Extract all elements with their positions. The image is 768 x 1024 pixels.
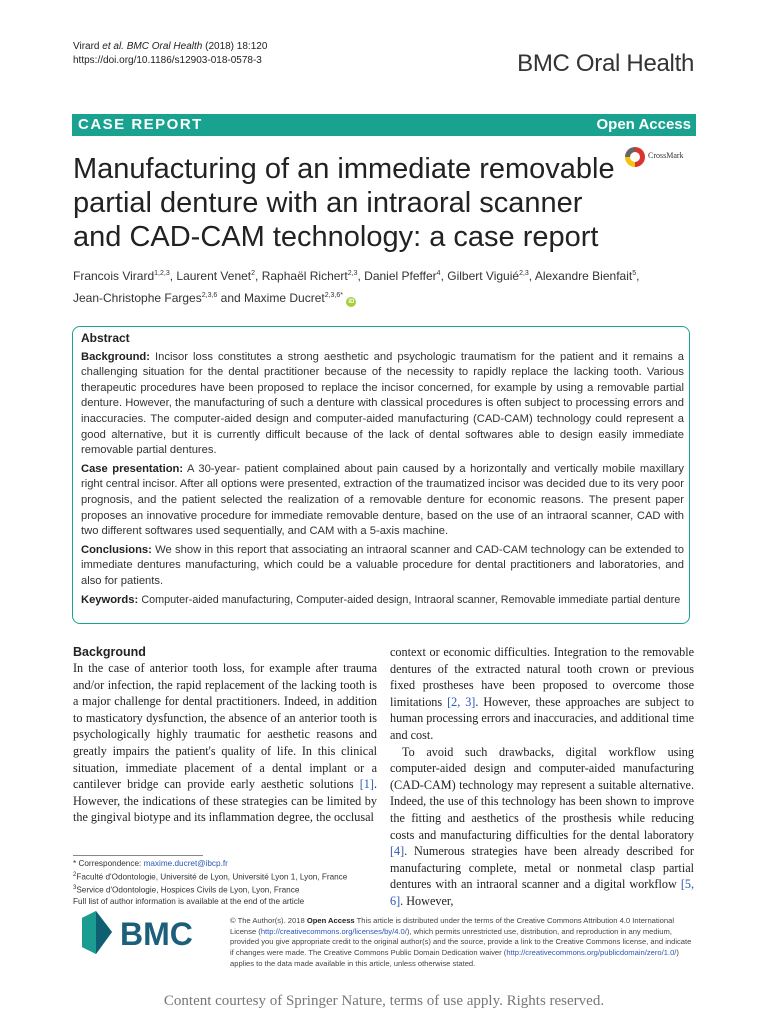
affiliation: $^2$Faculté d'Odontologie, Université de Lyon, Université Lyon 1, Lyon, France xyxy=(73,871,348,882)
doi-link[interactable]: https://doi.org/10.1186/s12903-018-0578-3 xyxy=(73,55,262,66)
citation-ref[interactable]: [4] xyxy=(390,844,405,859)
footnote-divider xyxy=(73,855,203,856)
bmc-logo-text: BMC xyxy=(120,916,193,952)
author[interactable]: Alexandre Bienfait$^5$ xyxy=(534,269,637,283)
license-statement: © The Author(s). 2018 Open Access This article is distributed under the terms of the Creative Commons Attribution 4.0 International License (http://creativecommons.org/licenses/by/4.0/), which permits unrestricted use, distribution, and reproduction in any medium, provided you give appropriate credit to the original author(s) and the source, provide a link to the Creative Commons license, and indicate if changes were made. The Creative Commons Public Domain Dedication waiver (http://creativecommons.org/publicdomain/zero/1.0/) applies to the data made available in this article, unless otherwise stated. xyxy=(230,916,692,968)
author[interactable]: Raphaël Richert$^{2,3}$ xyxy=(261,269,358,283)
crossmark-label: CrossMark xyxy=(648,151,684,160)
author[interactable]: Daniel Pfeffer$^4$ xyxy=(364,269,441,283)
abstract-box xyxy=(72,326,690,624)
journal-name: BMC Oral Health xyxy=(517,50,694,77)
courtesy-footer: Content courtesy of Springer Nature, terms of use apply. Rights reserved. xyxy=(163,993,605,1009)
citation-ref[interactable]: [1] xyxy=(359,777,374,792)
body-paragraph: To avoid such drawbacks, digital workflow using computer-aided design and computer-aided manufacturing (CAD-CAM) technology may represent a suitable alternative. Indeed, the use of this technology has been shown to improve the fitting and aesthetics of the prosthesis while reducing costs and manufacturing difficulties for the dental laboratory [4]. Numerous strategies have been already described for manufacturing complete, metal or nonmetal clasp partial dentures with an intraoral scanner and a digital workflow [5, 6]. However, xyxy=(390,744,695,908)
affiliation: $^3$Service d'Odontologie, Hospices Civils de Lyon, Lyon, France xyxy=(73,884,300,895)
bmc-logo xyxy=(82,910,222,960)
full-list-note: Full list of author information is available at the end of the article xyxy=(73,896,305,906)
article-type-label: CASE REPORT xyxy=(78,116,203,133)
author-list: Francois Virard$^{1,2,3}$, Laurent Venet$^2$, Raphaël Richert$^{2,3}$, Daniel Pfeffer$^4$, Gilbert Viguié$^{2,3}$, Alexandre Bienfait$^5$, Jean-Christophe Farges$^{2,3,6}$ and Maxime Ducret$^{2,3,6*}$ iD xyxy=(73,269,640,305)
email-link[interactable]: maxime.ducret@ibcp.fr xyxy=(143,859,228,868)
author[interactable]: Laurent Venet$^2$ xyxy=(176,269,256,283)
author[interactable]: Maxime Ducret$^{2,3,6*}$ xyxy=(244,291,343,305)
abstract-keywords: Keywords: Computer-aided manufacturing, Computer-aided design, Intraoral scanner, Removable immediate partial denture xyxy=(81,593,681,606)
citation-line xyxy=(73,40,267,54)
citation-ref[interactable]: [5, 6] xyxy=(390,877,695,908)
citation-authors: Virard xyxy=(73,41,100,52)
author[interactable]: Francois Virard$^{1,2,3}$ xyxy=(73,269,170,283)
article-type-banner xyxy=(72,114,696,136)
abstract-heading: Abstract xyxy=(81,331,130,345)
crossmark-badge[interactable] xyxy=(625,146,697,170)
abstract-case: Case presentation: A 30-year- patient complained about pain caused by a horizontally and vertically mobile maxillary right central incisor. After all options were presented, extraction of the traumatized incisor was decided due to its very poor prognosis, and the patient selected the realization of a removable denture for economic reasons. The present paper proposes an innovative procedure for immediate removable denture, based on the use of an intraoral scanner, CAD with two different softwares used sequentially, and CAM with a 5-axis machine. xyxy=(81,462,684,538)
open-access-label: Open Access xyxy=(596,116,691,133)
orcid-icon[interactable]: iD xyxy=(348,299,355,305)
citation-block xyxy=(73,40,267,68)
author[interactable]: Gilbert Viguié$^{2,3}$ xyxy=(447,269,529,283)
section-heading: Background xyxy=(73,645,146,659)
bmc-logo-mark xyxy=(82,910,222,960)
body-paragraph: context or economic difficulties. Integration to the removable dentures of the extracted natural tooth crown or previous fixed prostheses have been proposed to overcome those limitations [2, 3]. However, these approaches are subject to human processing errors and inaccuracies, and additional time and cost. xyxy=(390,645,694,742)
citation-ref[interactable]: [2, 3] xyxy=(447,694,476,709)
citation-volume: (2018) 18:120 xyxy=(205,41,268,52)
author[interactable]: Jean-Christophe Farges$^{2,3,6}$ xyxy=(73,291,218,305)
body-column-left xyxy=(73,644,377,826)
citation-journal: et al. BMC Oral Health xyxy=(102,41,203,52)
correspondence: * Correspondence: maxime.ducret@ibcp.fr xyxy=(73,859,228,868)
abstract-background: Background: Incisor loss constitutes a strong aesthetic and psychologic traumatism for the patient and it remains a challenging situation for the dental practitioner because of the necessity to rapidly replace the lacking tooth. Various therapeutic procedures have been proposed to replace the incisor concerned, for example by using a removable partial denture. However, the manufacturing of such a denture with classical procedures is often subject to processing errors and inaccuracies. The computer-aided design and computer-aided manufacturing (CAD-CAM) technology could represent a good alternative, but it is currently difficult because of the lack of dental softwares able to design easily immediate removable partial dentures. xyxy=(81,350,684,457)
cc0-link[interactable]: http://creativecommons.org/publicdomain/zero/1.0/ xyxy=(506,948,677,958)
abstract-conclusions: Conclusions: We show in this report that associating an intraoral scanner and CAD-CAM technology can be extended to immediate dentures manufacturing, which could be a valuable procedure for dental practitioners and laboratories, and also for patients. xyxy=(81,543,684,587)
body-paragraph: In the case of anterior tooth loss, for example after trauma and/or infection, the rapid replacement of the lacking tooth is a major challenge for dental practitioners. Indeed, in addition to masticatory dysfunction, the absence of an anterior tooth is psychologically highly traumatic for aesthetic reasons and greatly impairs the patient's quality of life. In this clinical situation, immediate placement of a dental implant or a cantilever bridge can provide early aesthetic solutions [1]. However, the indications of these strategies can be limited by the gingival biotype and its inflammation degree, the occlusal xyxy=(73,661,378,825)
crossmark-icon xyxy=(625,147,645,167)
body-column-right xyxy=(390,644,694,910)
article-title: Manufacturing of an immediate removable partial denture with an intraoral scanner and CAD-CAM technology: a case report xyxy=(73,153,615,253)
footnotes xyxy=(73,858,383,907)
license-link[interactable]: http://creativecommons.org/licenses/by/4.0/ xyxy=(260,926,407,936)
